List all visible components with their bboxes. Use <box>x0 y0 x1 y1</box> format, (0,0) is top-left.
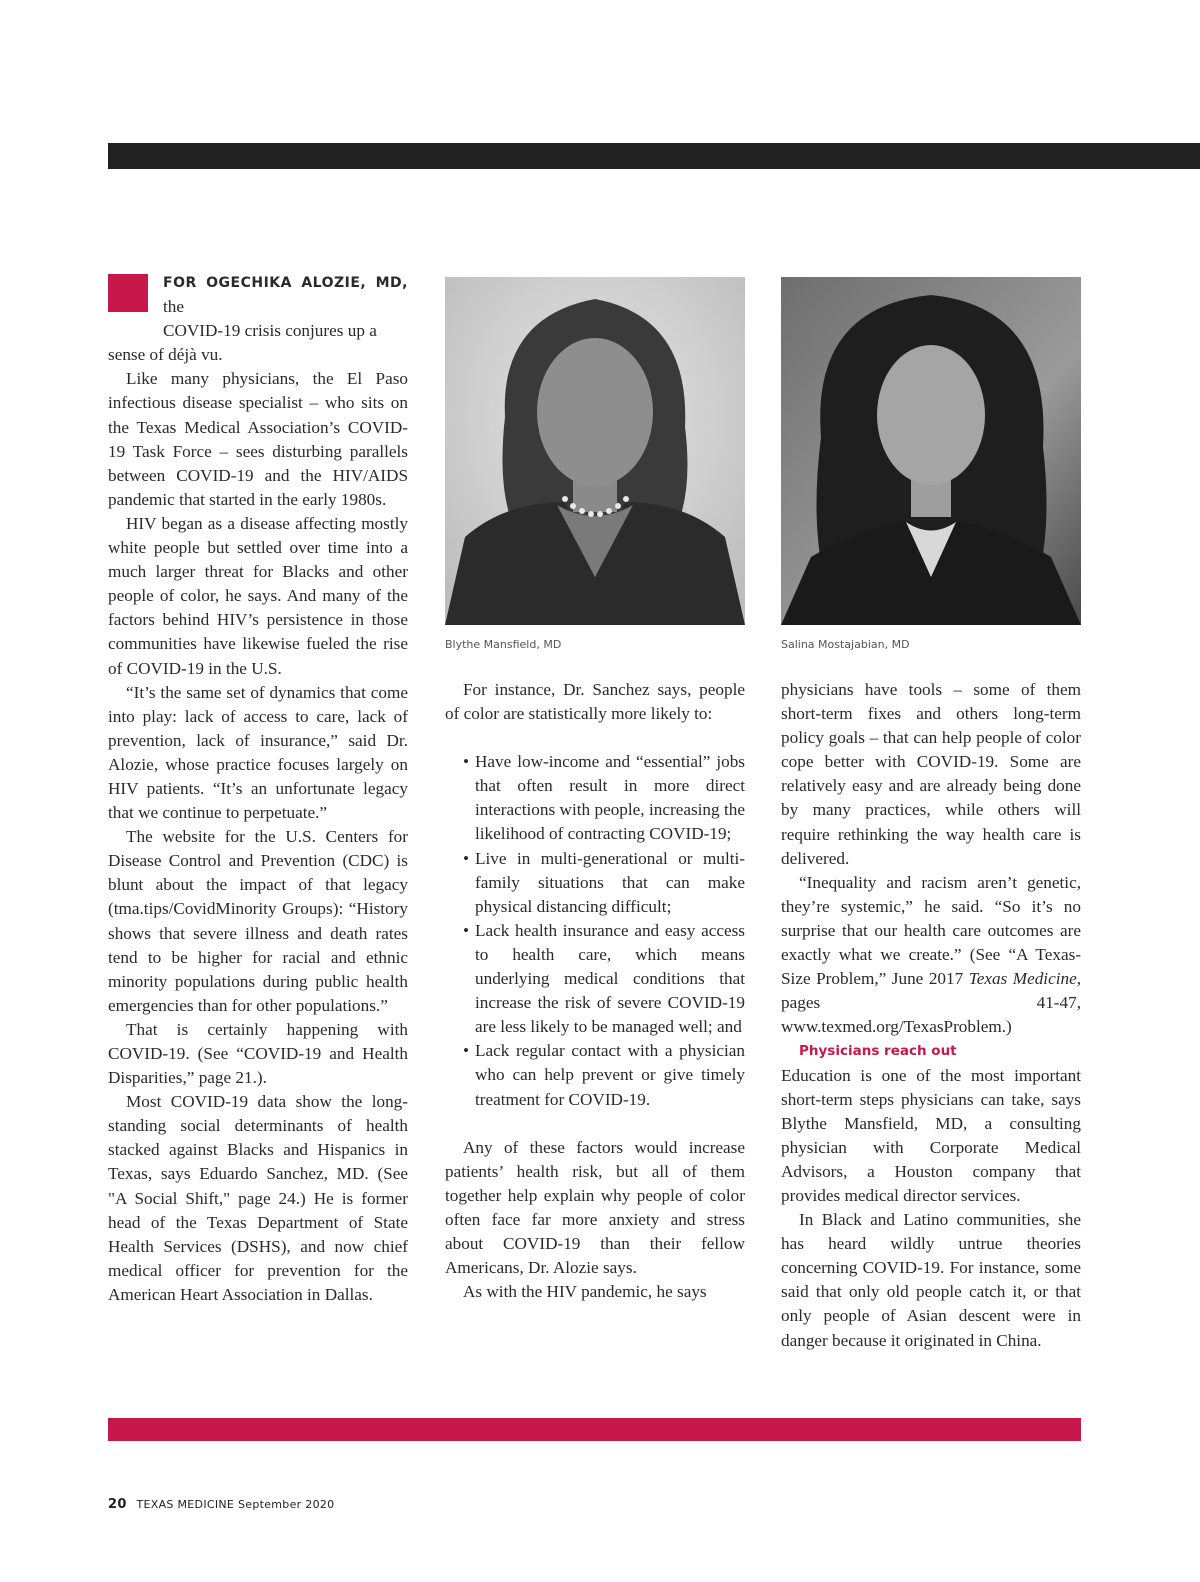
body-paragraph: “It’s the same set of dynamics that come into play: lack of access to care, lack of prevention, lack of insurance,” said Dr. Alozie, whose practice focuses largely on HIV patients. “It’s an unfortunate legacy that we continue to perpetuate.” <box>108 682 408 823</box>
body-paragraph: physicians have tools – some of them short-term fixes and others long-term policy goals – that can help people of color cope better with COVID-19. Some are relatively easy and are already being done by many practices, while others will require rethinking the way health care is delivered. <box>781 680 1081 868</box>
bullet-text: Lack regular contact with a physician who can help prevent or give timely treatment for COVID-19. <box>475 1041 745 1109</box>
issue-date: September 2020 <box>237 1498 335 1511</box>
lead-rest: the <box>163 297 184 317</box>
lead-caps: FOR OGECHIKA ALOZIE, MD, <box>163 275 408 291</box>
page-number: 20 <box>108 1497 127 1512</box>
bullet-item <box>445 919 745 1039</box>
lead-paragraph <box>108 270 408 367</box>
lead-line-3: sense of déjà vu. <box>108 345 223 365</box>
body-paragraph: Education is one of the most important short-term steps physicians can take, says Blythe Mansfield, MD, a consulting physician with Corporate Medical Advisors, a Houston company that provides medical director services. <box>781 1065 1081 1205</box>
body-paragraph: As with the HIV pandemic, he says <box>463 1282 707 1302</box>
quote-text: “Inequality and racism aren’t genetic, they’re systemic,” he said. “So it’s no surprise that our health care outcomes are exactly what we create.” (See “A Texas-Size Problem,” June 2017 <box>781 872 1081 989</box>
body-paragraph: HIV began as a disease affecting mostly white people but settled over time into a much larger threat for Blacks and other people of color, he says. And many of the factors behind HIV’s persistence in those communities have likewise fueled the rise of COVID-19 in the U.S. <box>108 513 408 678</box>
publication-title: Texas Medicine <box>968 969 1077 989</box>
footer-color-bar <box>108 1418 1081 1441</box>
body-paragraph: That is certainly happening with COVID-19. (See “COVID-19 and Health Disparities,” page 21.). <box>108 1019 408 1088</box>
header-bar <box>108 143 1200 169</box>
body-paragraph: Most COVID-19 data show the long-standing social determinants of health stacked against Blacks and Hispanics in Texas, says Eduardo Sanchez, MD. (See "A Social Shift," page 24.) He is former head of the Texas Department of State Health Services (DSHS), and now chief medical officer for prevention for the American Heart Association in Dallas. <box>108 1092 408 1304</box>
bullet-item <box>445 847 745 919</box>
body-paragraph: Like many physicians, the El Paso infectious disease specialist – who sits on the Texas Medical Association’s COVID-19 Task Force – sees disturbing parallels between COVID-19 and the HIV/AIDS pandemic that started in the early 1980s. <box>108 369 408 509</box>
bullet-text: Lack health insurance and easy access to health care, which means underlying medical conditions that increase the risk of severe COVID-19 are less likely to be managed well; and <box>475 920 745 1037</box>
body-paragraph: In Black and Latino communities, she has heard wildly untrue theories concerning COVID-19. For instance, some said that only old people catch it, or that only people of Asian descent were in danger because it originated in China. <box>781 1210 1081 1350</box>
lead-line-2: COVID-19 crisis conjures up a <box>163 321 377 341</box>
portrait-photo-mansfield <box>445 277 745 625</box>
bullet-text: Live in multi-generational or multi-family situations that can make physical distancing difficult; <box>475 848 745 916</box>
publication-name: TEXAS MEDICINE <box>136 1498 235 1511</box>
body-paragraph <box>781 871 1081 1040</box>
body-paragraph: The website for the U.S. Centers for Disease Control and Prevention (CDC) is blunt about the impact of that legacy (tma.tips/CovidMinority Groups): “History shows that severe illness and death rates tend to be higher for racial and ethnic minority populations during public health emergencies than for other populations.” <box>108 827 408 1015</box>
body-paragraph: For instance, Dr. Sanchez says, people of color are statistically more likely to: <box>445 680 745 724</box>
photo-caption-right: Salina Mostajabian, MD <box>781 638 910 651</box>
citation-text: , pages 41-47, www.texmed.org/TexasProblem.) <box>781 969 1081 1037</box>
bullet-item <box>445 1039 745 1111</box>
column-3 <box>781 678 1081 1353</box>
portrait-photo-mostajabian <box>781 277 1081 625</box>
bullet-icon: • <box>463 848 470 868</box>
bullet-icon: • <box>463 920 470 940</box>
bullet-icon: • <box>463 1041 470 1061</box>
bullet-text: Have low-income and “essential” jobs that often result in more direct interactions with people, increasing the likelihood of contracting COVID-19; <box>475 752 745 844</box>
bullet-list <box>445 750 745 1111</box>
body-paragraph: Any of these factors would increase patients’ health risk, but all of them together help explain why people of color often face far more anxiety and stress about COVID-19 than their fellow Americans, Dr. Alozie says. <box>445 1137 745 1278</box>
column-2 <box>445 678 745 1304</box>
bullet-icon: • <box>463 752 470 772</box>
section-subhead: Physicians reach out <box>799 1043 957 1060</box>
page-footer <box>108 1497 334 1512</box>
column-1 <box>108 270 408 1307</box>
bullet-item <box>445 750 745 846</box>
photo-caption-left: Blythe Mansfield, MD <box>445 638 562 651</box>
